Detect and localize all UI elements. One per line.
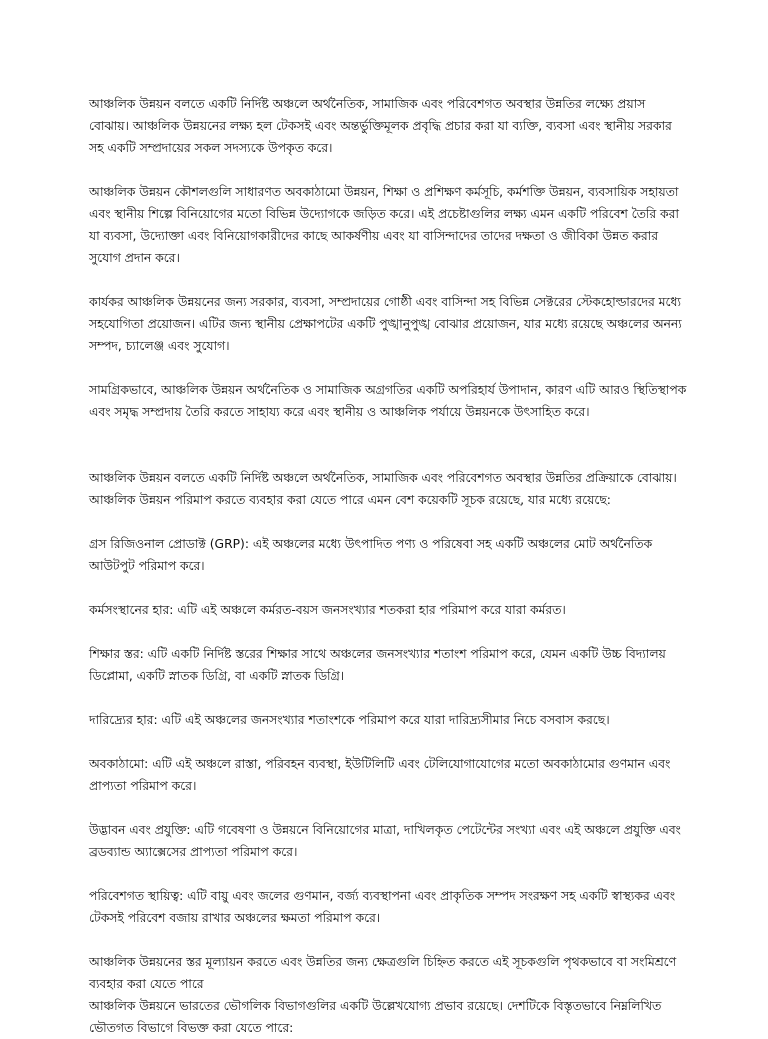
paragraph-indicators-intro: আঞ্চলিক উন্নয়ন বলতে একটি নির্দিষ্ট অঞ্চলে অর্থনৈতিক, সামাজিক এবং পরিবেশগত অবস্থার উন্নতির প্রক্রিয়াকে বোঝায়। আঞ্চলিক উন্নয়ন পরিমাপ করতে ব্যবহার করা যেতে পারে এমন বেশ কয়েকটি সূচক রয়েছে, যার মধ্যে রয়েছে: xyxy=(89,471,677,507)
indicator-innovation: উদ্ভাবন এবং প্রযুক্তি: এটি গবেষণা ও উন্নয়নে বিনিয়োগের মাত্রা, দাখিলকৃত পেটেন্টের সংখ্যা এবং এই অঞ্চলে প্রযুক্তি এবং ব্রডব্যান্ড অ্যাক্সেসের প্রাপ্যতা পরিমাপ করে। xyxy=(89,823,681,859)
indicator-environment: পরিবেশগত স্থায়িত্ব: এটি বায়ু এবং জলের গুণমান, বর্জ্য ব্যবস্থাপনা এবং প্রাকৃতিক সম্পদ সংরক্ষণ সহ একটি স্বাস্থ্যকর এবং টেকসই পরিবেশ বজায় রাখার অঞ্চলের ক্ষমতা পরিমাপ করে। xyxy=(89,889,676,925)
paragraph-intro: আঞ্চলিক উন্নয়ন বলতে একটি নির্দিষ্ট অঞ্চলে অর্থনৈতিক, সামাজিক এবং পরিবেশগত অবস্থার উন্নতির লক্ষ্যে প্রয়াস বোঝায়। আঞ্চলিক উন্নয়নের লক্ষ্য হল টেকসই এবং অন্তর্ভুক্তিমূলক প্রবৃদ্ধি প্রচার করা যা ব্যক্তি, ব্যবসা এবং স্থানীয় সরকার সহ একটি সম্প্রদায়ের সকল সদস্যকে উপকৃত করে। xyxy=(89,97,672,155)
paragraph-india-geography: আঞ্চলিক উন্নয়নে ভারতের ভৌগলিক বিভাগগুলির একটি উল্লেখযোগ্য প্রভাব রয়েছে। দেশটিকে বিস্তৃতভাবে নিম্নলিখিত ভৌতগত বিভাগে বিভক্ত করা যেতে পারে: xyxy=(89,999,662,1035)
indicator-infrastructure: অবকাঠামো: এটি এই অঞ্চলে রাস্তা, পরিবহন ব্যবস্থা, ইউটিলিটি এবং টেলিযোগাযোগের মতো অবকাঠামোর গুণমান এবং প্রাপ্যতা পরিমাপ করে। xyxy=(89,757,671,793)
paragraph-usage: আঞ্চলিক উন্নয়নের স্তর মূল্যায়ন করতে এবং উন্নতির জন্য ক্ষেত্রগুলি চিহ্নিত করতে এই সূচকগুলি পৃথকভাবে বা সংমিশ্রণে ব্যবহার করা যেতে পারে xyxy=(89,955,677,991)
indicator-education: শিক্ষার স্তর: এটি একটি নির্দিষ্ট স্তরের শিক্ষার সাথে অঞ্চলের জনসংখ্যার শতাংশ পরিমাপ করে, যেমন একটি উচ্চ বিদ্যালয় ডিপ্লোমা, একটি স্নাতক ডিগ্রি, বা একটি স্নাতক ডিগ্রি। xyxy=(89,647,666,683)
paragraph-strategies: আঞ্চলিক উন্নয়ন কৌশলগুলি সাধারণত অবকাঠামো উন্নয়ন, শিক্ষা ও প্রশিক্ষণ কর্মসূচি, কর্মশক্তি উন্নয়ন, ব্যবসায়িক সহায়তা এবং স্থানীয় শিল্পে বিনিয়োগের মতো বিভিন্ন উদ্যোগকে জড়িত করে। এই প্রচেষ্টাগুলির লক্ষ্য এমন একটি পরিবেশ তৈরি করা যা ব্যবসা, উদ্যোক্তা এবং বিনিয়োগকারীদের কাছে আকর্ষণীয় এবং যা বাসিন্দাদের তাদের দক্ষতা ও জীবিকা উন্নত করার সুযোগ প্রদান করে। xyxy=(89,185,679,265)
indicator-poverty: দারিদ্র্যের হার: এটি এই অঞ্চলের জনসংখ্যার শতাংশকে পরিমাপ করে যারা দারিদ্র্যসীমার নিচে বসবাস করছে। xyxy=(89,713,610,727)
paragraph-collaboration: কার্যকর আঞ্চলিক উন্নয়নের জন্য সরকার, ব্যবসা, সম্প্রদায়ের গোষ্ঠী এবং বাসিন্দা সহ বিভিন্ন সেক্টরের স্টেকহোল্ডারদের মধ্যে সহযোগিতা প্রয়োজন। এটির জন্য স্থানীয় প্রেক্ষাপটের একটি পুঙ্খানুপুঙ্খ বোঝার প্রয়োজন, যার মধ্যে রয়েছে অঞ্চলের অনন্য সম্পদ, চ্যালেঞ্জ এবং সুযোগ। xyxy=(89,295,682,353)
indicator-employment: কর্মসংস্থানের হার: এটি এই অঞ্চলে কর্মরত-বয়স জনসংখ্যার শতকরা হার পরিমাপ করে যারা কর্মরত। xyxy=(89,603,566,617)
section-gap xyxy=(89,445,688,467)
paragraph-summary: সামগ্রিকভাবে, আঞ্চলিক উন্নয়ন অর্থনৈতিক ও সামাজিক অগ্রগতির একটি অপরিহার্য উপাদান, কারণ এটি আরও স্থিতিস্থাপক এবং সমৃদ্ধ সম্প্রদায় তৈরি করতে সাহায্য করে এবং স্থানীয় ও আঞ্চলিক পর্যায়ে উন্নয়নকে উৎসাহিত করে। xyxy=(89,383,687,419)
indicator-grp: গ্রস রিজিওনাল প্রোডাক্ট (GRP): এই অঞ্চলের মধ্যে উৎপাদিত পণ্য ও পরিষেবা সহ একটি অঞ্চলের মোট অর্থনৈতিক আউটপুট পরিমাপ করে। xyxy=(89,537,653,573)
